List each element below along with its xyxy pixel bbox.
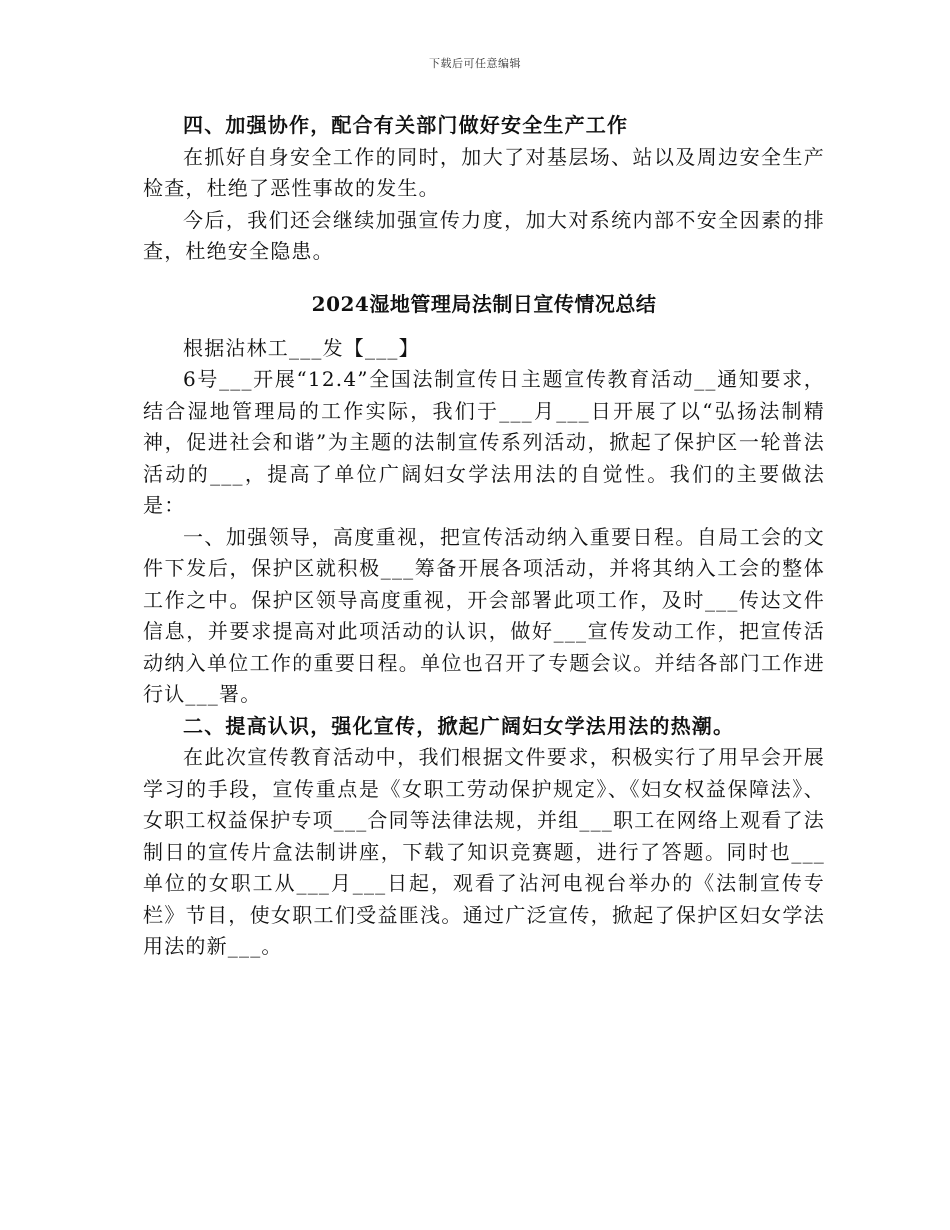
- report-point-2-heading: 二、提高认识，强化宣传，掀起广阔妇女学法用法的热潮。: [183, 713, 735, 738]
- section-four-paragraph-1: 在抓好自身安全工作的同时，加大了对基层场、站以及周边安全生产检查，杜绝了恶性事故的发生。: [143, 144, 825, 200]
- page-header-note: 下载后可任意编辑: [429, 57, 521, 70]
- document-body: [143, 110, 825, 963]
- section-four-heading: 四、加强协作，配合有关部门做好安全生产工作: [183, 113, 629, 137]
- report-intro-paragraph: 6号___开展“12.4”全国法制宣传日主题宣传教育活动__通知要求，结合湿地管理局的工作实际，我们于___月___日开展了以“弘扬法制精神，促进社会和谐”为主题的法制宣传系列活动，掀起了保护区一轮普法活动的___，提高了单位广阔妇女学法用法的自觉性。我们的主要做法是：: [143, 367, 825, 517]
- report-title: 2024湿地管理局法制日宣传情况总结: [311, 291, 657, 316]
- report-point-2-body: 在此次宣传教育活动中，我们根据文件要求，积极实行了用早会开展学习的手段，宣传重点是《女职工劳动保护规定》、《妇女权益保障法》、女职工权益保护专项___合同等法律法规，并组___职工在网络上观看了法制日的宣传片盒法制讲座，下载了知识竞赛题，进行了答题。同时也___单位的女职工从___月___日起，观看了沾河电视台举办的《法制宣传专栏》节目，使女职工们受益匪浅。通过广泛宣传，掀起了保护区妇女学法用法的新___。: [143, 745, 825, 958]
- section-four-paragraph-2: 今后，我们还会继续加强宣传力度，加大对系统内部不安全因素的排查，杜绝安全隐患。: [143, 207, 825, 263]
- report-reference-line: 根据沾林工___发【___】: [183, 335, 420, 360]
- report-point-1: 一、加强领导，高度重视，把宣传活动纳入重要日程。自局工会的文件下发后，保护区就积极___筹备开展各项活动，并将其纳入工会的整体工作之中。保护区领导高度重视，开会部署此项工作，及时___传达文件信息，并要求提高对此项活动的认识，做好___宣传发动工作，把宣传活动纳入单位工作的重要日程。单位也召开了专题会议。并结各部门工作进行认___署。: [143, 524, 825, 706]
